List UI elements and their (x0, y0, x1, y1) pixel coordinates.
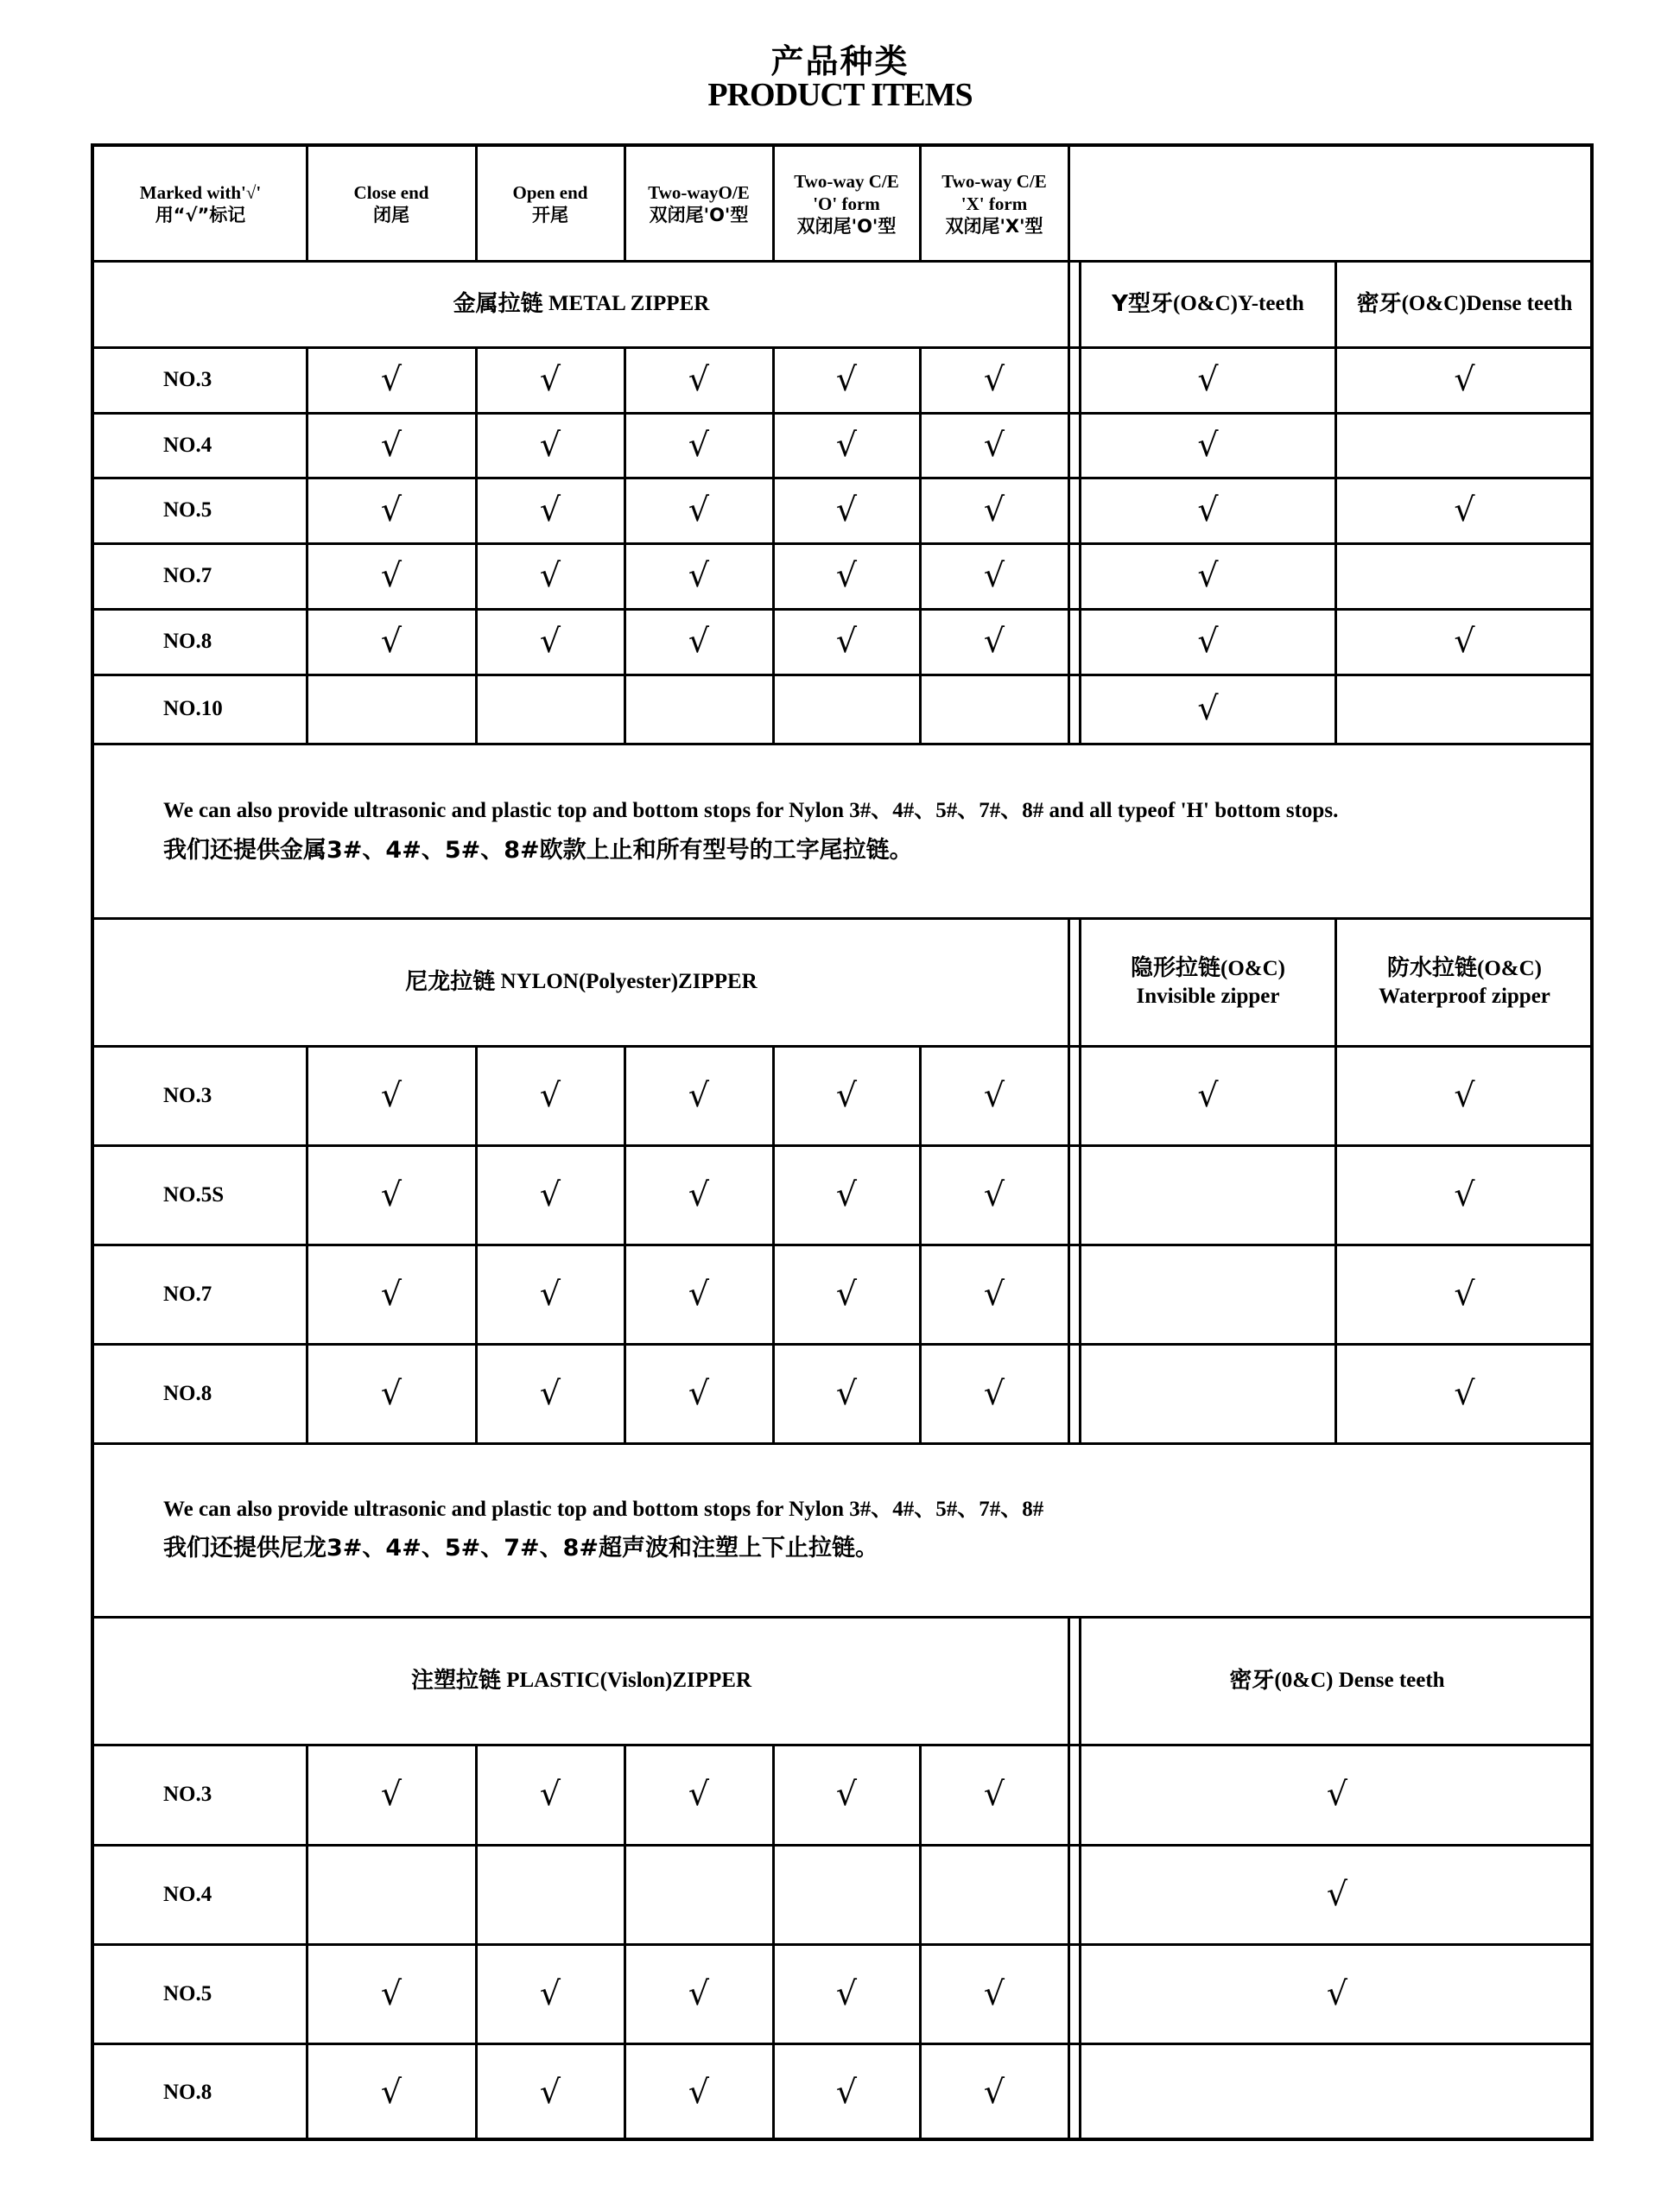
check-mark: √ (539, 1075, 561, 1114)
divider (94, 674, 1594, 676)
divider (94, 1943, 1594, 1946)
metal-note-en: We can also provide ultrasonic and plastic top and bottom stops for Nylon 3#、4#、5#、7#、8# and all typeof 'H' bottom stops. (163, 799, 1339, 822)
header-open-end (476, 147, 624, 261)
metal-label-en: METAL ZIPPER (548, 292, 710, 316)
check-mark: √ (539, 1373, 561, 1412)
divider (94, 1244, 1594, 1246)
metal-y-teeth-cn: Y型牙 (1112, 290, 1173, 317)
header-two-way-ce-x-cn: 双闭尾'X'型 (945, 216, 1043, 238)
check-mark: √ (688, 622, 710, 661)
check-mark: √ (983, 425, 1005, 464)
metal-label-cn: 金属拉链 (453, 290, 543, 317)
check-mark: √ (539, 425, 561, 464)
metal-section-title (94, 261, 1068, 347)
empty-cell (476, 675, 624, 744)
divider (1068, 918, 1070, 1444)
divider (306, 347, 308, 744)
empty-cell (920, 675, 1068, 744)
empty-cell (1081, 1344, 1335, 1443)
empty-cell (773, 675, 920, 744)
divider (94, 1045, 1594, 1048)
header-open-end-cn: 开尾 (532, 205, 568, 225)
metal-row-label: NO.5 (163, 498, 212, 523)
plastic-label-cn: 注塑拉链 (410, 1667, 501, 1694)
check-mark: √ (1197, 491, 1219, 529)
check-mark: √ (835, 425, 858, 464)
divider (94, 1144, 1594, 1147)
nylon-label-cn: 尼龙拉链 (405, 968, 496, 995)
nylon-section-title (94, 918, 1068, 1046)
check-mark: √ (539, 360, 561, 399)
check-mark: √ (983, 1973, 1005, 2012)
divider (94, 1442, 1594, 1445)
metal-y-teeth-en: (O&C)Y-teeth (1173, 292, 1304, 316)
empty-cell (1335, 675, 1594, 744)
empty-cell (307, 675, 476, 744)
divider (94, 608, 1594, 611)
metal-note-cn: 我们还提供金属3#、4#、5#、8#欧款上止和所有型号的工字尾拉链。 (163, 837, 913, 864)
metal-row-label: NO.8 (163, 630, 212, 654)
nylon-invisible-header (1081, 918, 1335, 1046)
header-two-way-ce-o-cn: 双闭尾'O'型 (796, 216, 897, 238)
nylon-waterproof-code: (O&C) (1477, 957, 1542, 981)
divider (94, 1744, 1594, 1746)
check-mark: √ (835, 1175, 858, 1213)
check-mark: √ (983, 2072, 1005, 2111)
check-mark: √ (380, 1175, 403, 1213)
check-mark: √ (835, 1775, 858, 1814)
page-title-en: PRODUCT ITEMS (707, 77, 973, 113)
metal-row-label: NO.10 (163, 697, 223, 721)
check-mark: √ (380, 1075, 403, 1114)
empty-cell (1081, 1145, 1335, 1245)
divider (772, 147, 775, 261)
check-mark: √ (1454, 1075, 1475, 1114)
divider (94, 477, 1594, 479)
header-close-end-en: Close end (353, 181, 429, 203)
header-two-way-oe (624, 147, 773, 261)
check-mark: √ (539, 1274, 561, 1313)
nylon-row-label: NO.8 (163, 1381, 212, 1405)
check-mark: √ (688, 425, 710, 464)
check-mark: √ (380, 360, 403, 399)
divider (475, 347, 478, 744)
divider (1068, 147, 1070, 261)
metal-dense-teeth-header (1335, 261, 1594, 347)
check-mark: √ (835, 1973, 858, 2012)
check-mark: √ (539, 1775, 561, 1814)
divider (306, 1745, 308, 2141)
header-two-way-oe-en: Two-wayO/E (648, 181, 750, 203)
check-mark: √ (380, 1775, 403, 1814)
check-mark: √ (380, 622, 403, 661)
check-mark: √ (983, 622, 1005, 661)
check-mark: √ (1197, 622, 1219, 661)
nylon-invisible-cn: 隐形拉链 (1131, 955, 1221, 982)
header-marked-en: Marked with'√' (139, 181, 262, 203)
divider (919, 347, 922, 744)
empty-cell (1081, 1245, 1335, 1344)
check-mark: √ (983, 360, 1005, 399)
divider (94, 412, 1594, 415)
check-mark: √ (835, 1373, 858, 1412)
header-close-end (307, 147, 476, 261)
empty-cell (1335, 543, 1594, 609)
check-mark: √ (688, 1274, 710, 1313)
check-mark: √ (1454, 491, 1475, 529)
divider (772, 347, 775, 744)
nylon-waterproof-header (1335, 918, 1594, 1046)
check-mark: √ (835, 556, 858, 595)
check-mark: √ (539, 1175, 561, 1213)
check-mark: √ (380, 2072, 403, 2111)
check-mark: √ (539, 491, 561, 529)
header-open-end-en: Open end (512, 181, 588, 203)
divider (94, 260, 1594, 263)
check-mark: √ (1326, 1874, 1348, 1913)
check-mark: √ (380, 556, 403, 595)
metal-dense-teeth-cn: 密牙 (1356, 290, 1402, 317)
divider (624, 1046, 626, 1444)
header-two-way-ce-o-en: Two-way C/E (794, 170, 899, 192)
check-mark: √ (983, 1175, 1005, 1213)
check-mark: √ (539, 622, 561, 661)
empty-cell (1335, 413, 1594, 478)
check-mark: √ (983, 1775, 1005, 1814)
check-mark: √ (1326, 1775, 1348, 1814)
plastic-dense-teeth-cn: 密牙 (1229, 1667, 1275, 1694)
metal-row-label: NO.3 (163, 368, 212, 392)
check-mark: √ (1454, 1175, 1475, 1213)
metal-row-label: NO.7 (163, 564, 212, 588)
check-mark: √ (688, 360, 710, 399)
divider (94, 346, 1594, 349)
nylon-row-label: NO.5S (163, 1182, 225, 1207)
nylon-row-label: NO.3 (163, 1083, 212, 1107)
divider (1079, 1617, 1081, 2141)
check-mark: √ (1454, 1274, 1475, 1313)
divider (475, 1046, 478, 1444)
check-mark: √ (688, 2072, 710, 2111)
divider (624, 347, 626, 744)
check-mark: √ (835, 1274, 858, 1313)
check-mark: √ (835, 491, 858, 529)
check-mark: √ (1197, 425, 1219, 464)
check-mark: √ (983, 1075, 1005, 1114)
header-two-way-ce-x-en2: 'X' form (960, 193, 1028, 214)
divider (1068, 1617, 1070, 2141)
check-mark: √ (835, 2072, 858, 2111)
check-mark: √ (380, 491, 403, 529)
nylon-note-en: We can also provide ultrasonic and plastic top and bottom stops for Nylon 3#、4#、5#、7#、8# (163, 1498, 1044, 1521)
check-mark: √ (688, 1775, 710, 1814)
check-mark: √ (983, 1373, 1005, 1412)
divider (624, 1745, 626, 2141)
nylon-note-cn: 我们还提供尼龙3#、4#、5#、7#、8#超声波和注塑上下止拉链。 (163, 1535, 879, 1562)
page-title-cn: 产品种类 (770, 42, 910, 80)
header-close-end-cn: 闭尾 (373, 205, 409, 225)
metal-dense-teeth-en: (O&C)Dense teeth (1401, 292, 1573, 316)
check-mark: √ (1454, 360, 1475, 399)
divider (306, 1046, 308, 1444)
divider (94, 1844, 1594, 1847)
empty-cell (920, 1845, 1068, 1944)
header-two-way-ce-x-en: Two-way C/E (941, 170, 1047, 192)
plastic-row-label: NO.5 (163, 1981, 212, 2005)
divider (306, 147, 308, 261)
metal-y-teeth-header (1081, 261, 1335, 347)
divider (919, 147, 922, 261)
divider (475, 147, 478, 261)
header-two-way-ce-o (773, 147, 920, 261)
plastic-row-label: NO.8 (163, 2080, 212, 2104)
nylon-row-label: NO.7 (163, 1282, 212, 1306)
nylon-invisible-en: Invisible zipper (1136, 984, 1280, 1008)
check-mark: √ (1197, 1075, 1219, 1114)
check-mark: √ (688, 556, 710, 595)
header-marked (94, 147, 307, 261)
plastic-section-title (94, 1617, 1068, 1745)
divider (1079, 261, 1081, 744)
plastic-dense-teeth-en: (0&C) Dense teeth (1274, 1669, 1445, 1693)
empty-cell (476, 1845, 624, 1944)
header-two-way-ce-o-en2: 'O' form (813, 193, 880, 214)
plastic-dense-teeth-header (1081, 1617, 1594, 1745)
nylon-waterproof-cn: 防水拉链 (1387, 955, 1478, 982)
check-mark: √ (983, 1274, 1005, 1313)
check-mark: √ (1454, 1373, 1475, 1412)
nylon-invisible-code: (O&C) (1220, 957, 1285, 981)
product-table (91, 143, 1594, 2141)
check-mark: √ (688, 1973, 710, 2012)
check-mark: √ (688, 1373, 710, 1412)
empty-cell (624, 1845, 773, 1944)
check-mark: √ (539, 556, 561, 595)
empty-cell (624, 675, 773, 744)
check-mark: √ (1197, 360, 1219, 399)
plastic-label-en: PLASTIC(Vislon)ZIPPER (506, 1669, 752, 1693)
check-mark: √ (1197, 556, 1219, 595)
plastic-row-label: NO.4 (163, 1882, 212, 1906)
empty-cell (307, 1845, 476, 1944)
plastic-row-label: NO.3 (163, 1783, 212, 1807)
check-mark: √ (983, 556, 1005, 595)
check-mark: √ (688, 1075, 710, 1114)
divider (1079, 918, 1081, 1444)
divider (475, 1745, 478, 2141)
check-mark: √ (835, 360, 858, 399)
divider (772, 1745, 775, 2141)
divider (919, 1745, 922, 2141)
check-mark: √ (380, 1973, 403, 2012)
check-mark: √ (539, 2072, 561, 2111)
divider (1334, 261, 1337, 744)
check-mark: √ (688, 1175, 710, 1213)
divider (94, 1616, 1594, 1619)
nylon-label-en: NYLON(Polyester)ZIPPER (500, 970, 758, 994)
empty-cell (773, 1845, 920, 1944)
divider (94, 917, 1594, 920)
divider (624, 147, 626, 261)
divider (94, 1343, 1594, 1346)
check-mark: √ (835, 622, 858, 661)
divider (919, 1046, 922, 1444)
check-mark: √ (380, 1274, 403, 1313)
divider (1068, 261, 1070, 744)
check-mark: √ (1454, 622, 1475, 661)
check-mark: √ (380, 425, 403, 464)
check-mark: √ (1197, 689, 1219, 728)
check-mark: √ (1326, 1973, 1348, 2012)
metal-row-label: NO.4 (163, 433, 212, 457)
check-mark: √ (688, 491, 710, 529)
divider (772, 1046, 775, 1444)
check-mark: √ (380, 1373, 403, 1412)
header-marked-cn: 用“√”标记 (155, 205, 246, 225)
header-two-way-oe-cn: 双闭尾'O'型 (649, 205, 749, 225)
empty-cell (1081, 2043, 1594, 2141)
divider (1334, 918, 1337, 1444)
check-mark: √ (539, 1973, 561, 2012)
check-mark: √ (983, 491, 1005, 529)
header-two-way-ce-x (920, 147, 1068, 261)
divider (94, 743, 1594, 745)
nylon-waterproof-en: Waterproof zipper (1379, 984, 1550, 1008)
check-mark: √ (835, 1075, 858, 1114)
divider (94, 2043, 1594, 2045)
divider (94, 542, 1594, 545)
